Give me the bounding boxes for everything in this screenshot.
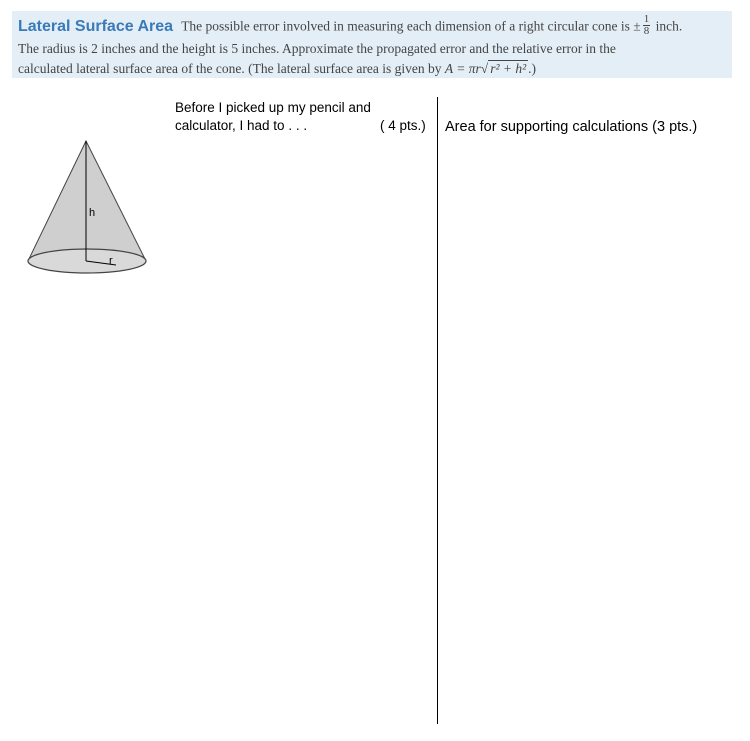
error-fraction <box>643 14 651 37</box>
problem-statement <box>12 11 732 78</box>
formula-end: .) <box>528 61 537 76</box>
cone-figure <box>26 139 150 277</box>
before-points: ( 4 pts.) <box>380 118 426 133</box>
formula-radicand: r² + h² <box>490 61 527 76</box>
calculations-prompt: Area for supporting calculations (3 pts.) <box>445 119 698 135</box>
column-divider <box>437 97 438 724</box>
before-prompt-line1: Before I picked up my pencil and <box>175 100 371 115</box>
problem-text-2: inch. <box>652 18 683 34</box>
cone-body <box>28 141 146 261</box>
before-prompt <box>175 99 405 135</box>
formula-lhs: A = πr <box>444 61 481 76</box>
problem-text-1: The possible error involved in measuring each dimension of a right circular cone is ± <box>181 18 641 34</box>
problem-text-line2: The radius is 2 inches and the height is 5 inches. Approximate the propagated error and the relative error in the <box>18 41 616 56</box>
formula: A = πr√ r² + h² <box>444 61 527 76</box>
before-prompt-line2: calculator, I had to . . . <box>175 118 308 133</box>
height-label: h <box>89 207 96 219</box>
fraction-numerator: 1 <box>643 13 650 25</box>
fraction-denominator: 8 <box>643 25 650 37</box>
problem-title: Lateral Surface Area <box>18 17 174 35</box>
problem-text-line3: calculated lateral surface area of the cone. (The lateral surface area is given by <box>18 61 445 76</box>
radius-label: r <box>109 255 113 267</box>
